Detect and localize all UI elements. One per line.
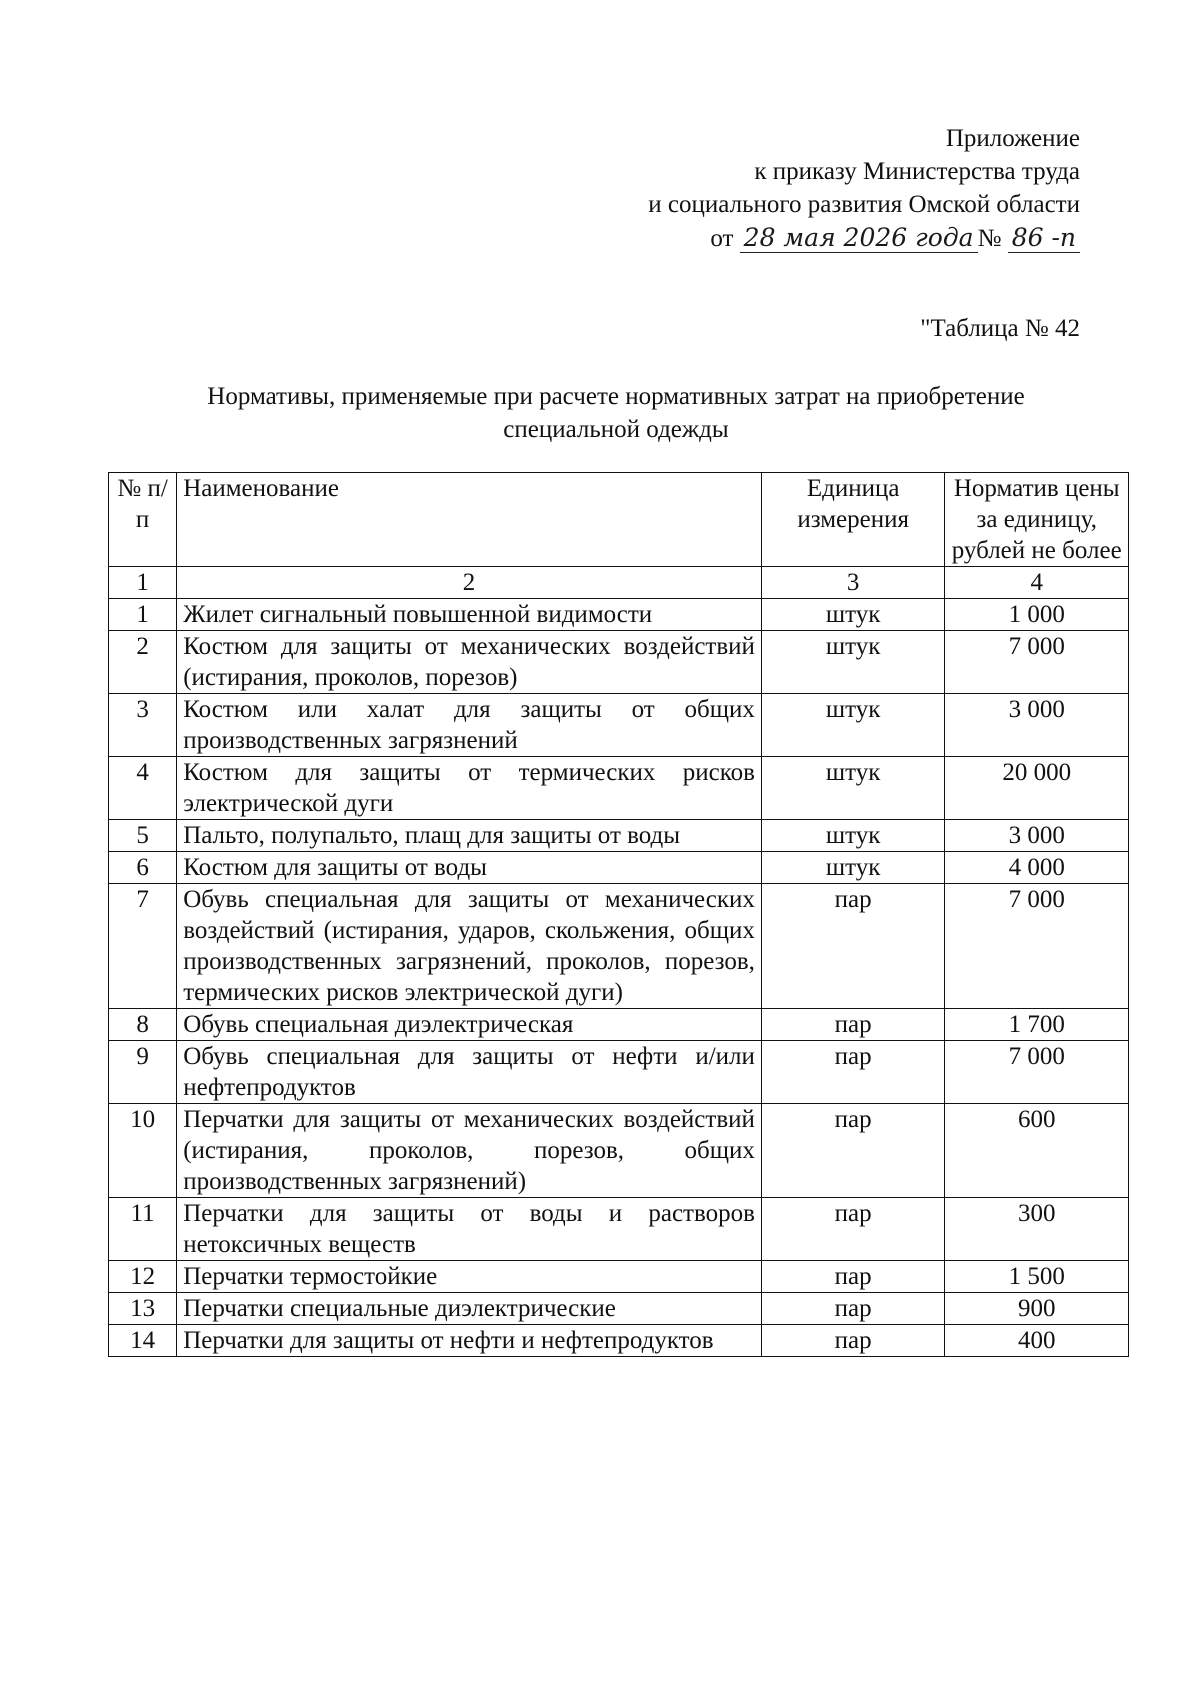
table-row: [109, 820, 1129, 852]
row-name: Перчатки для защиты от механических воздействий (истирания, проколов, порезов, общих производственных загрязнений): [177, 1104, 762, 1198]
row-number: 1: [109, 599, 177, 631]
row-name: Костюм для защиты от воды: [177, 852, 762, 884]
header-name: Наименование: [177, 473, 762, 567]
row-unit: пар: [761, 1041, 945, 1104]
row-unit: пар: [761, 1293, 945, 1325]
column-index: 3: [761, 567, 945, 599]
handwritten-date: 28 мая 2026 года: [740, 223, 978, 253]
row-number: 4: [109, 757, 177, 820]
title-line-2: специальной одежды: [503, 416, 729, 443]
table-row: [109, 884, 1129, 1009]
row-number: 12: [109, 1261, 177, 1293]
appendix-order-line: к приказу Министерства труда: [754, 158, 1080, 185]
row-name: Обувь специальная для защиты от механических воздействий (истирания, ударов, скольжения, общих производственных загрязнений, проколов, порезов, термических рисков электрической дуги): [177, 884, 762, 1009]
row-name: Обувь специальная диэлектрическая: [177, 1009, 762, 1041]
row-unit: штук: [761, 694, 945, 757]
row-price: 600: [945, 1104, 1129, 1198]
table-row: [109, 1198, 1129, 1261]
row-name: Перчатки термостойкие: [177, 1261, 762, 1293]
row-price: 1 700: [945, 1009, 1129, 1041]
table-row: [109, 1261, 1129, 1293]
appendix-date-line: [648, 221, 1080, 255]
norms-table: [108, 472, 1129, 1357]
row-price: 7 000: [945, 884, 1129, 1009]
column-index-row: [109, 567, 1129, 599]
row-name: Перчатки специальные диэлектрические: [177, 1293, 762, 1325]
table-row: [109, 1041, 1129, 1104]
number-label: №: [977, 225, 1002, 252]
header-unit: Единица измерения: [761, 473, 945, 567]
from-label: от: [710, 225, 734, 252]
row-number: 7: [109, 884, 177, 1009]
row-number: 2: [109, 631, 177, 694]
row-price: 4 000: [945, 852, 1129, 884]
row-number: 9: [109, 1041, 177, 1104]
row-price: 1 500: [945, 1261, 1129, 1293]
row-unit: пар: [761, 1261, 945, 1293]
row-price: 400: [945, 1325, 1129, 1357]
column-index: 4: [945, 567, 1129, 599]
row-unit: штук: [761, 820, 945, 852]
row-name: Костюм для защиты от термических рисков электрической дуги: [177, 757, 762, 820]
table-row: [109, 1293, 1129, 1325]
row-price: 900: [945, 1293, 1129, 1325]
row-unit: пар: [761, 1198, 945, 1261]
table-row: [109, 757, 1129, 820]
row-unit: пар: [761, 1104, 945, 1198]
row-number: 11: [109, 1198, 177, 1261]
table-row: [109, 1104, 1129, 1198]
appendix-header: [648, 122, 1080, 255]
column-index: 2: [177, 567, 762, 599]
row-price: 7 000: [945, 631, 1129, 694]
table-body: [109, 599, 1129, 1357]
row-number: 13: [109, 1293, 177, 1325]
row-name: Перчатки для защиты от воды и растворов нетоксичных веществ: [177, 1198, 762, 1261]
table-row: [109, 1325, 1129, 1357]
header-price: Норматив цены за единицу, рублей не более: [945, 473, 1129, 567]
row-name: Костюм для защиты от механических воздействий (истирания, проколов, порезов): [177, 631, 762, 694]
row-price: 1 000: [945, 599, 1129, 631]
row-number: 5: [109, 820, 177, 852]
row-name: Перчатки для защиты от нефти и нефтепродуктов: [177, 1325, 762, 1357]
table-row: [109, 694, 1129, 757]
table-number: "Таблица № 42: [920, 315, 1080, 342]
table-row: [109, 852, 1129, 884]
appendix-title: Приложение: [945, 125, 1080, 152]
row-name: Обувь специальная для защиты от нефти и/или нефтепродуктов: [177, 1041, 762, 1104]
row-name: Пальто, полупальто, плащ для защиты от воды: [177, 820, 762, 852]
row-unit: пар: [761, 1325, 945, 1357]
header-num: № п/п: [109, 473, 177, 567]
row-unit: штук: [761, 599, 945, 631]
row-name: Жилет сигнальный повышенной видимости: [177, 599, 762, 631]
row-number: 6: [109, 852, 177, 884]
document-title: [108, 380, 1124, 446]
row-name: Костюм или халат для защиты от общих производственных загрязнений: [177, 694, 762, 757]
title-line-1: Нормативы, применяемые при расчете нормативных затрат на приобретение: [207, 383, 1025, 410]
table-row: [109, 599, 1129, 631]
row-unit: штук: [761, 631, 945, 694]
row-price: 3 000: [945, 694, 1129, 757]
table-header-row: [109, 473, 1129, 567]
row-unit: штук: [761, 757, 945, 820]
row-unit: штук: [761, 852, 945, 884]
row-number: 8: [109, 1009, 177, 1041]
row-price: 20 000: [945, 757, 1129, 820]
row-unit: пар: [761, 1009, 945, 1041]
row-price: 3 000: [945, 820, 1129, 852]
row-number: 10: [109, 1104, 177, 1198]
row-price: 7 000: [945, 1041, 1129, 1104]
row-unit: пар: [761, 884, 945, 1009]
column-index: 1: [109, 567, 177, 599]
table-row: [109, 1009, 1129, 1041]
row-number: 3: [109, 694, 177, 757]
handwritten-number: 86 -п: [1008, 223, 1080, 253]
row-number: 14: [109, 1325, 177, 1357]
appendix-ministry-line: и социального развития Омской области: [648, 191, 1080, 218]
row-price: 300: [945, 1198, 1129, 1261]
table-row: [109, 631, 1129, 694]
